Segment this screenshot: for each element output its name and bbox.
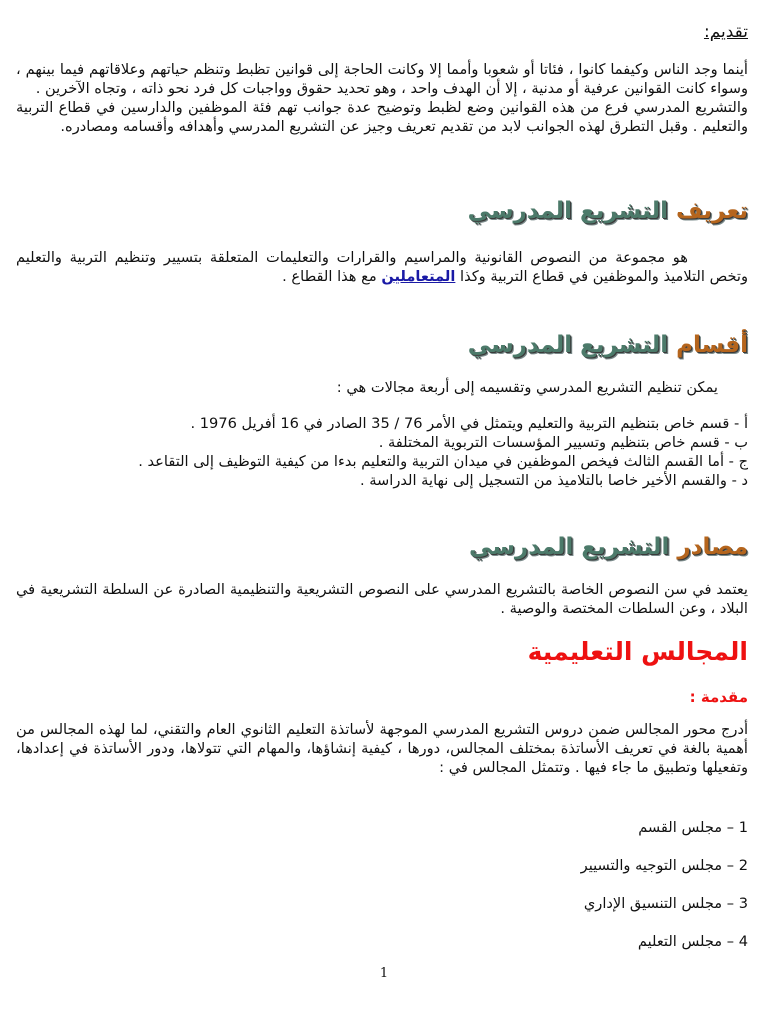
- sections-heading: [16, 330, 748, 360]
- definition-text: هو مجموعة من النصوص القانونية والمراسيم والقرارات والتعليمات المتعلقة بتسيير وتنظيم التربية والتعليم وتخص التلاميذ والموظفين في قطاع التربية وكذا: [16, 249, 748, 285]
- sources-paragraph: يعتمد في سن النصوص الخاصة بالتشريع المدرسي على النصوص التشريعية والتنظيمية الصادرة عن السلطة التشريعية في البلاد ، وعن السلطات المختصة والوصية .: [16, 581, 748, 617]
- definition-heading: [16, 196, 748, 226]
- sections-item: ب - قسم خاص بتنظيم وتسيير المؤسسات التربوية المختلفة .: [378, 434, 748, 451]
- sections-item: د - والقسم الأخير خاصا بالتلاميذ من التسجيل إلى نهاية الدراسة .: [359, 472, 748, 489]
- definition-link[interactable]: المتعاملين: [381, 268, 456, 285]
- sections-item: ج - أما القسم الثالث فيخص الموظفين في ميدان التربية والتعليم بدءا من كيفية التوظيف إلى التقاعد .: [138, 453, 748, 470]
- intro-paragraph: [16, 60, 748, 136]
- sections-list: [16, 414, 748, 490]
- definition-tail: مع هذا القطاع .: [282, 268, 377, 285]
- councils-paragraph: أدرج محور المجالس ضمن دروس التشريع المدرسي الموجهة لأساتذة التعليم الثانوي العام والتقني، لما لهذه المجالس من أهمية بالغة في تعريف الأساتذة بمختلف المجالس، دورها ، كيفية إنشاؤها، والمهام التي تتولاها، ودور الأساتذة في إعدادها، وتفعيلها وتطبيق ما جاء فيها . وتتمثل المجالس في :: [16, 721, 748, 776]
- councils-list-item: 4 – مجلس التعليم: [637, 933, 748, 950]
- intro-para-1: أينما وجد الناس وكيفما كانوا ، فئاتا أو شعوبا وأمما إلا وكانت الحاجة إلى قوانين تظبط وتنظم حياتهم وعلاقاتهم فيما بينهم ، وسواء كانت القوانين عرفية أو مدنية ، إلا أن الهدف واحد ، وهو تحديد حقوق وواجبات كل فرد نحو ذاته ، وتجاه الآخرين .: [16, 61, 748, 97]
- page-number: 1: [379, 966, 389, 981]
- sections-heading-word-2: التشريع المدرسي: [467, 332, 669, 358]
- councils-title: المجالس التعليمية: [527, 637, 748, 666]
- sections-item: أ - قسم خاص بتنظيم التربية والتعليم ويتمثل في الأمر 76 / 35 الصادر في 16 أفريل 1976 .: [190, 415, 748, 432]
- definition-paragraph: [16, 248, 748, 286]
- definition-heading-word-1: تعريف: [676, 198, 748, 224]
- sources-heading-word-2: التشريع المدرسي: [469, 534, 670, 560]
- councils-list-item: 1 – مجلس القسم: [638, 819, 748, 836]
- intro-title: تقديم:: [703, 22, 748, 42]
- sections-intro: يمكن تنظيم التشريع المدرسي وتقسيمه إلى أربعة مجالات هي :: [336, 379, 718, 396]
- definition-heading-word-2: التشريع المدرسي: [467, 198, 669, 224]
- sources-heading-word-1: مصادر: [677, 534, 748, 560]
- councils-list-item: 3 – مجلس التنسيق الإداري: [583, 895, 748, 912]
- sources-heading: [16, 532, 748, 562]
- sections-heading-word-1: أقسام: [676, 332, 748, 358]
- intro-para-2: والتشريع المدرسي فرع من هذه القوانين وضع لظبط وتوضيح عدة جوانب تهم فئة الموظفين والدارسين في قطاع التربية والتعليم . وقبل التطرق لهذه الجوانب لابد من تقديم تعريف وجيز عن التشريع المدرسي وأهدافه وأقسامه ومصادره.: [16, 99, 748, 135]
- councils-list-item: 2 – مجلس التوجيه والتسيير: [580, 857, 748, 874]
- councils-list: [16, 818, 748, 951]
- councils-intro-label: مقدمة :: [689, 688, 748, 706]
